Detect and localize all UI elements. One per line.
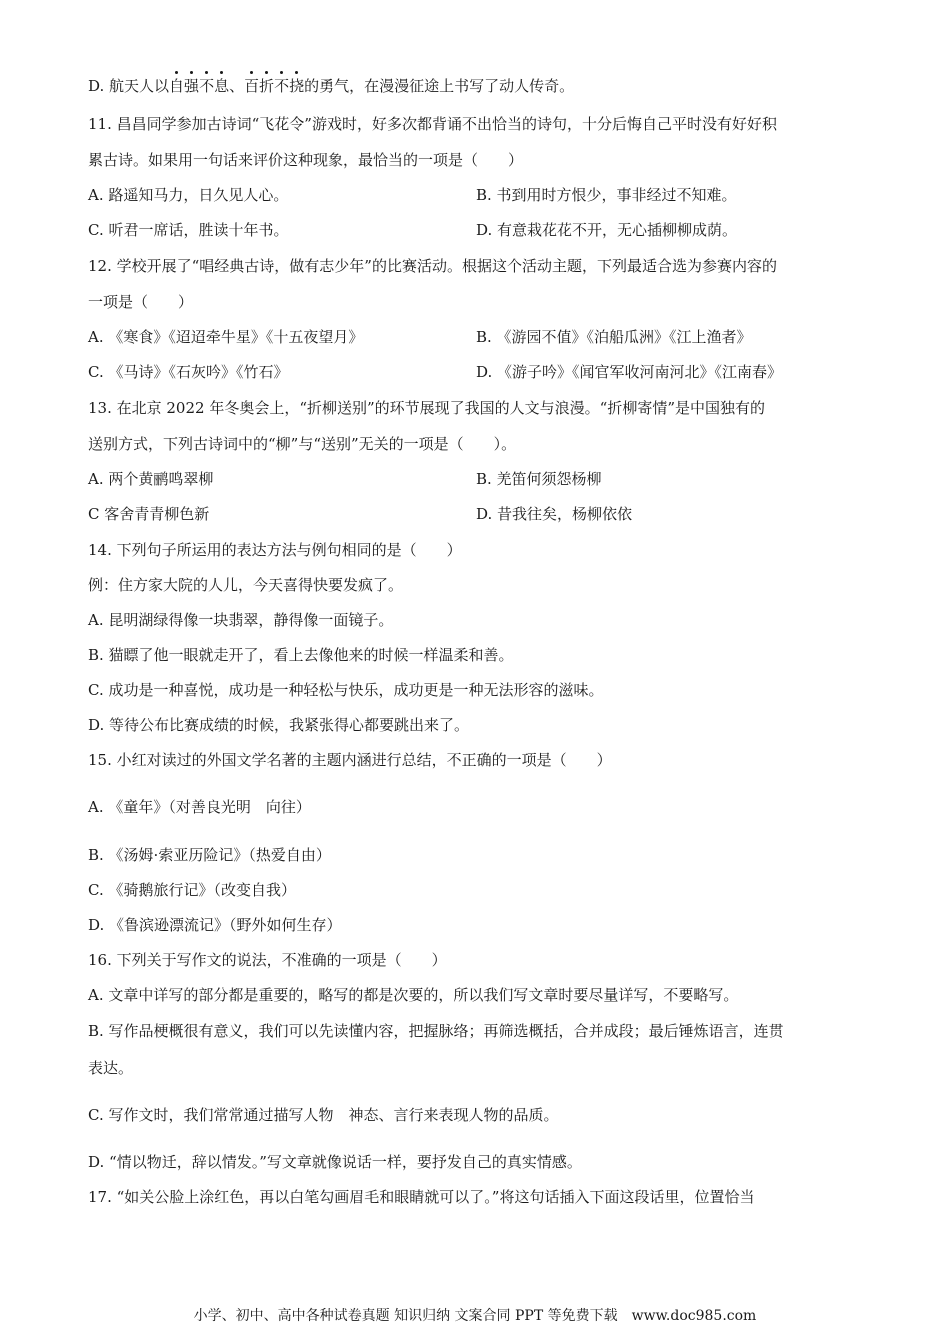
q14-option-c: C. 成功是一种喜悦，成功是一种轻松与快乐，成功更是一种无法形容的滋味。	[88, 681, 604, 699]
q12-option-d: D. 《游子吟》《闻官军收河南河北》《江南春》	[476, 363, 783, 381]
emphasis-char: 自	[169, 77, 185, 95]
q16-option-b-line1: B. 写作品梗概很有意义，我们可以先读懂内容，把握脉络；再筛选概括，合并成段；最后锤炼语言，连贯	[88, 1022, 784, 1040]
emphasis-char: 强	[184, 77, 200, 95]
q13-option-a: A. 两个黄鹂鸣翠柳	[88, 470, 214, 488]
q16-option-c: C. 写作文时，我们常常通过描写人物 神态、言行来表现人物的品质。	[88, 1106, 559, 1124]
q12-stem-line1: 12. 学校开展了“唱经典古诗，做有志少年”的比赛活动。根据这个活动主题，下列最适合选为参赛内容的	[88, 257, 777, 275]
q10-option-d-separator: 、	[229, 77, 245, 95]
q14-example: 例：住方家大院的人儿，今天喜得快要发疯了。	[88, 576, 404, 594]
q16-option-b-line2: 表达。	[88, 1059, 134, 1077]
q15-option-c: C. 《骑鹅旅行记》（改变自我）	[88, 881, 296, 899]
emphasis-char: 百	[244, 77, 260, 95]
q12-stem-line2: 一项是（ ）	[88, 293, 194, 311]
q16-stem: 16. 下列关于写作文的说法，不准确的一项是（ ）	[88, 951, 447, 969]
q12-option-a: A. 《寒食》《迢迢牵牛星》《十五夜望月》	[88, 328, 364, 346]
q14-option-a: A. 昆明湖绿得像一块翡翠，静得像一面镜子。	[88, 611, 394, 629]
footer-url[interactable]: www.doc985.com	[631, 1308, 757, 1324]
q11-option-d: D. 有意栽花花不开，无心插柳柳成荫。	[476, 221, 738, 239]
q11-option-a: A. 路遥知马力，日久见人心。	[88, 186, 289, 204]
q15-option-b: B. 《汤姆·索亚历险记》（热爱自由）	[88, 846, 331, 864]
q14-stem: 14. 下列句子所运用的表达方法与例句相同的是（ ）	[88, 541, 462, 559]
q15-option-d: D. 《鲁滨逊漂流记》（野外如何生存）	[88, 916, 342, 934]
emphasis-char: 不	[199, 77, 215, 95]
q15-option-a: A. 《童年》（对善良光明 向往）	[88, 798, 311, 816]
q16-option-d: D. “情以物迁，辞以情发。”写文章就像说话一样，要抒发自己的真实情感。	[88, 1153, 582, 1171]
q12-option-b: B. 《游园不值》《泊船瓜洲》《江上渔者》	[476, 328, 752, 346]
q17-stem-line1: 17. “如关公脸上涂红色，再以白笔勾画眉毛和眼睛就可以了。”将这句话插入下面这段话里，位置恰当	[88, 1188, 755, 1206]
q16-option-a: A. 文章中详写的部分都是重要的，略写的都是次要的，所以我们写文章时要尽量详写，不要略写。	[88, 986, 739, 1004]
q12-option-c: C. 《马诗》《石灰吟》《竹石》	[88, 363, 289, 381]
q11-option-b: B. 书到用时方恨少，事非经过不知难。	[476, 186, 737, 204]
q13-option-d: D. 昔我往矣，杨柳依依	[476, 505, 633, 523]
q13-option-b: B. 羌笛何须怨杨柳	[476, 470, 602, 488]
emphasis-char: 折	[259, 77, 275, 95]
q13-stem-line1: 13. 在北京 2022 年冬奥会上，“折柳送别”的环节展现了我国的人文与浪漫。“折柳寄情”是中国独有的	[88, 399, 766, 417]
q11-stem-line2: 累古诗。如果用一句话来评价这种现象，最恰当的一项是（ ）	[88, 151, 524, 169]
q14-option-d: D. 等待公布比赛成绩的时候，我紧张得心都要跳出来了。	[88, 716, 470, 734]
emphasis-char: 不	[274, 77, 290, 95]
q13-stem-line2: 送别方式，下列古诗词中的“柳”与“送别”无关的一项是（ ）。	[88, 435, 517, 453]
page-footer	[0, 1306, 950, 1326]
q13-option-c: C 客舍青青柳色新	[88, 505, 210, 523]
q10-option-d-prefix: D. 航天人以	[88, 77, 170, 95]
q10-option-d-suffix: 的勇气，在漫漫征途上书写了动人传奇。	[304, 77, 575, 95]
q10-option-d	[88, 76, 574, 96]
q15-stem: 15. 小红对读过的外国文学名著的主题内涵进行总结，不正确的一项是（ ）	[88, 751, 612, 769]
q11-option-c: C. 听君一席话，胜读十年书。	[88, 221, 289, 239]
emphasis-char: 息	[214, 77, 230, 95]
emphasis-char: 挠	[289, 77, 305, 95]
footer-text: 小学、初中、高中各种试卷真题 知识归纳 文案合同 PPT 等免费下载	[193, 1308, 618, 1324]
q14-option-b: B. 猫瞟了他一眼就走开了，看上去像他来的时候一样温柔和善。	[88, 646, 514, 664]
q11-stem-line1: 11. 昌昌同学参加古诗词“飞花令”游戏时，好多次都背诵不出恰当的诗句，十分后悔自己平时没有好好积	[88, 115, 777, 133]
